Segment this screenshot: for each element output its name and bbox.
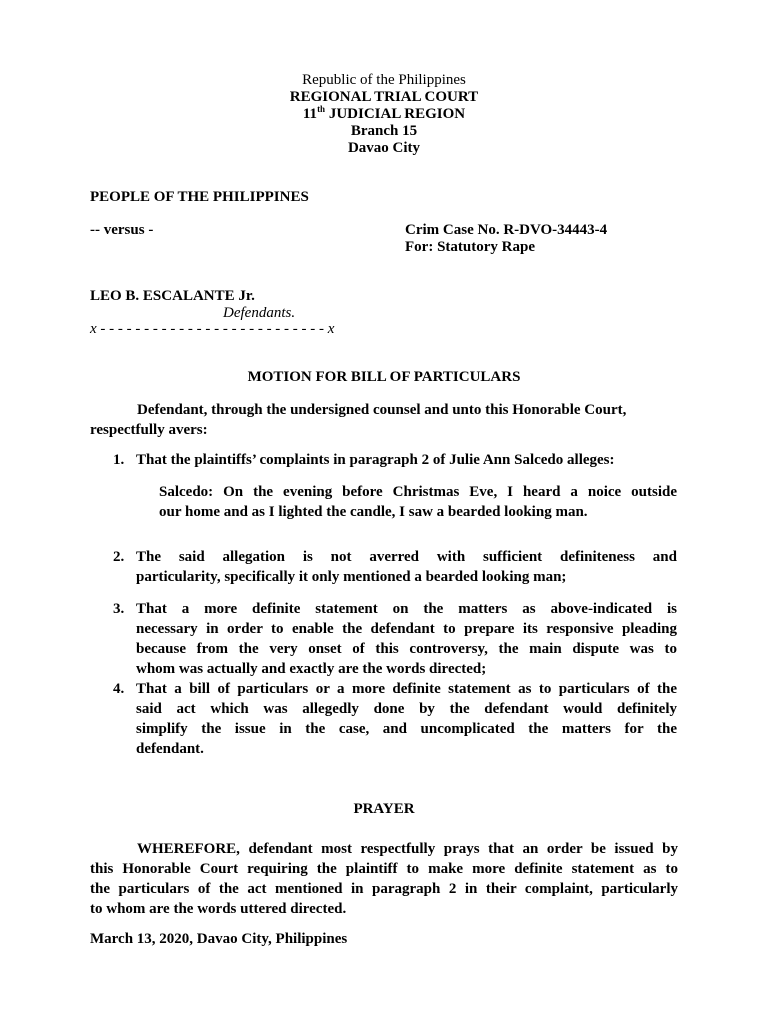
plaintiff-name: PEOPLE OF THE PHILIPPINES	[90, 189, 309, 205]
prayer-line: this Honorable Court requiring the plaintiff to make more definite statement as to	[90, 861, 678, 877]
quoted-allegation	[159, 482, 677, 522]
region-text: JUDICIAL REGION	[325, 106, 466, 122]
item-3	[136, 599, 677, 679]
motion-title: MOTION FOR BILL OF PARTICULARS	[247, 369, 521, 385]
quote-line: Salcedo: On the evening before Christmas Eve, I heard a noice outside	[159, 484, 677, 500]
defendant-role: Defendants.	[223, 305, 296, 321]
court-name: REGIONAL TRIAL COURT	[289, 89, 479, 105]
region-number: 11	[302, 106, 318, 122]
intro-line: respectfully avers:	[90, 422, 208, 438]
caption-separator: x - - - - - - - - - - - - - - - - - - - - - - - - - - x	[90, 321, 335, 337]
prayer-title: PRAYER	[353, 801, 415, 817]
city-line: Davao City	[347, 140, 421, 156]
prayer-line: WHEREFORE, defendant most respectfully prays that an order be issued by	[137, 841, 678, 857]
item-line: said act which was allegedly done by the defendant would definitely	[136, 701, 677, 717]
item-line: necessary in order to enable the defendant to prepare its responsive pleading	[136, 621, 677, 637]
item-line: simplify the issue in the case, and uncomplicated the matters for the	[136, 721, 677, 737]
region-superscript: th	[317, 104, 326, 114]
intro-line: Defendant, through the undersigned counsel and unto this Honorable Court,	[137, 402, 627, 418]
item-line: defendant.	[136, 741, 204, 757]
prayer-line: to whom are the words uttered directed.	[90, 901, 347, 917]
prayer-paragraph	[90, 839, 678, 919]
item-number: 1.	[113, 452, 125, 468]
item-1	[136, 450, 677, 470]
item-line: That a more definite statement on the matters as above-indicated is	[136, 601, 677, 617]
item-number: 4.	[113, 681, 125, 697]
item-number: 3.	[113, 601, 125, 617]
item-4	[136, 679, 677, 759]
branch-line: Branch 15	[350, 123, 418, 139]
item-line: particularity, specifically it only mentioned a bearded looking man;	[136, 569, 567, 585]
item-number: 2.	[113, 549, 125, 565]
item-line: whom was actually and exactly are the words directed;	[136, 661, 487, 677]
dateline: March 13, 2020, Davao City, Philippines	[90, 931, 348, 947]
item-line: That a bill of particulars or a more definite statement as to particulars of the	[136, 681, 677, 697]
item-line: because from the very onset of this controversy, the main dispute was to	[136, 641, 677, 657]
prayer-line: the particulars of the act mentioned in paragraph 2 in their complaint, particularly	[90, 881, 678, 897]
court-header	[0, 72, 768, 157]
republic-line: Republic of the Philippines	[302, 72, 466, 88]
versus-text: -- versus -	[90, 222, 154, 238]
intro-paragraph	[90, 400, 678, 440]
judicial-region	[0, 106, 768, 123]
offense-line: For: Statutory Rape	[405, 239, 535, 255]
item-2	[136, 547, 677, 587]
item-line: That the plaintiffs’ complaints in paragraph 2 of Julie Ann Salcedo alleges:	[136, 452, 615, 468]
case-number: Crim Case No. R-DVO-34443-4	[405, 222, 608, 238]
quote-line: our home and as I lighted the candle, I saw a bearded looking man.	[159, 504, 588, 520]
item-line: The said allegation is not averred with sufficient definiteness and	[136, 549, 677, 565]
defendant-name: LEO B. ESCALANTE Jr.	[90, 288, 255, 304]
